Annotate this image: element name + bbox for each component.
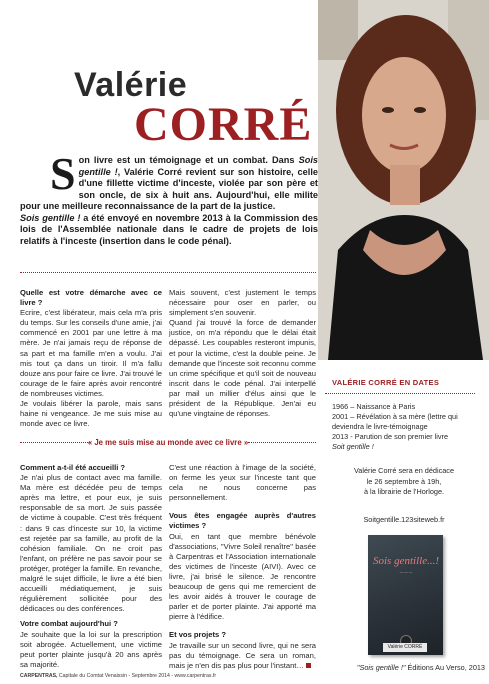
dedicace-line-2: le 26 septembre à 19h, — [366, 476, 442, 486]
column-3 — [20, 463, 162, 670]
intro-lead: on livre est un témoignage et un combat. Dans — [78, 155, 299, 165]
date-item: 2013 - Parution de son premier livre — [332, 432, 448, 441]
column-1 — [20, 288, 162, 429]
date-item-italic-text: Soit gentille ! — [332, 442, 374, 451]
dates-divider — [325, 393, 475, 394]
col2-paragraph-1: Mais souvent, c'est justement le temps nécessaire pour oser en parler, ou simplement s'en souvenir. — [169, 288, 316, 318]
dates-title: VALÉRIE CORRÉ EN DATES — [332, 378, 440, 387]
answer-demarche-1: Ecrire, c'est libérateur, mais cela m'a pris du temps. Sur les conseils d'une amie, j'ai commencé en 2001 par une lettre à ma mère. Je n'ai jamais reçu de réponse de sa part et ma famille m'en a voulu. J'ai mis tout ça dans un tiroir. Il m'a fallu douze ans pour faire ce livre. J'ai trouvé le courage de le faire après avoir rencontré de nombreuses victimes. — [20, 308, 163, 398]
col4-paragraph-1: C'est une réaction à l'image de la société, on ferme les yeux sur l'inceste tant que cela ne nous concerne pas personnellement. — [169, 463, 316, 503]
dates-list — [332, 402, 482, 452]
column-4 — [169, 463, 316, 671]
title-first-name: Valérie — [74, 66, 188, 104]
question-projets: Et vos projets ? — [169, 630, 226, 640]
caption-italic: "Sois gentille !" — [356, 663, 406, 672]
dedicace-notice — [332, 466, 476, 498]
question-accueil: Comment a-t-il été accueilli ? — [20, 463, 126, 472]
book-author: Valérie CORRÉ — [383, 643, 427, 652]
question-engagee: Vous êtes engagée auprès d'autres victimes ? — [169, 511, 316, 531]
intro-lead-italic: Sois gentille ! — [78, 155, 318, 177]
title-last-name: CORRÉ — [134, 98, 313, 151]
date-item-italic — [332, 442, 482, 452]
page-footer — [20, 673, 216, 679]
book-caption — [200, 663, 485, 672]
footer-rest: Capitale du Comtat Venaissin - Septembre 2014 - www.carpentras.fr — [57, 673, 217, 679]
intro-paragraph — [20, 148, 318, 247]
question-demarche: Quelle est votre démarche avec ce livre ? — [20, 288, 162, 308]
answer-combat: Je souhaite que la loi sur la prescription soit abrogée. Actuellement, une victime peut porter plainte jusqu'à 20 ans après sa majorité. — [20, 629, 162, 669]
caption-rest: Éditions Au Verso, 2013 — [405, 663, 485, 672]
portrait-illustration — [318, 0, 489, 360]
answer-demarche-2: Je voulais libérer la parole, mais sans haine ni vengeance. Je me suis mise au monde avec ce livre. — [20, 399, 162, 429]
book-subtitle-decoration: — — — — [399, 570, 413, 574]
answer-engagee: Oui, en tant que membre bénévole d'associations, "Vivre Soleil renaître" basée à Carpentras et l'Association internationale des victimes de l'inceste (AIVI). Avec ce livre, j'ai brisé le silence. Je rencontre beaucoup de gens qui me remercient de les avoir aidés à trouver le courage de parler et de porter plainte. J'ai apporté ma pierre à l'édifice. — [169, 531, 316, 622]
website-link[interactable]: Soitgentille.123siteweb.fr — [363, 515, 445, 524]
question-combat: Votre combat aujourd'hui ? — [20, 619, 118, 629]
footer-bold: CARPENTRAS, — [20, 673, 58, 679]
divider-dotted — [20, 272, 316, 273]
answer-accueil: Je n'ai plus de contact avec ma famille. Ma mère est décédée peu de temps après ma lettre, et pour eux, je suis responsable de sa mort. Je suis passée de victime à coupable. C'est très fréquent : dans 9 cas d'inceste sur 10, la victime est rejetée par sa famille, au profit de la cohésion familiale. On ne croit pas l'enfant, on préfère ne pas savoir pour se protéger, protéger la famille. En revanche, malgré le sujet difficile, le livre a été bien accueilli médiatiquement, je suis régulièrement sollicitée pour des dédicaces ou des conférences. — [20, 473, 162, 614]
column-2 — [169, 288, 316, 419]
pull-quote: « Je me suis mise au monde avec ce livre » — [87, 438, 249, 447]
intro-rest2: a été envoyé en novembre 2013 à la Commission des lois de l'Assemblée nationale dans le cadre de projets de lois relatifs à l'inceste (insertion dans le code pénal). — [20, 212, 318, 246]
book-title: Sois gentille...! — [373, 555, 439, 567]
dropcap: S — [50, 148, 76, 199]
col2-paragraph-2: Quand j'ai trouvé la force de demander justice, on m'a répondu que le délai était dépassé. Les coupables resteront impunis, et pour la victime, c'est la double peine. Je demande que l'inceste soit reconnu comme un crime spécifique et qu'il soit de nouveau inscrit dans le code pénal. J'ai interpellé par mail un millier d'élus ainsi que le président de la République. Jen'ai eu qu'une vingtaine de réponses. — [169, 318, 316, 419]
portrait-photo — [318, 0, 489, 360]
answer-projets-text: Je travaille sur un second livre, qui ne sera pas du témoignage. Ce sera un roman, mais je n'en dis pas plus pour l'instant… — [169, 640, 316, 670]
dedicace-line-3: à la librairie de l'Horloge. — [363, 487, 445, 496]
intro-rest1: , Valérie Corré revient sur son histoire, celle d'une fillette victime d'inceste, violée par son père et son oncle, de six à huit ans. Aujourd'hui, elle milite pour une meilleure reconnaissance de la part de la justice. — [20, 166, 318, 211]
dedicace-line-1: Valérie Corré sera en dédicace — [353, 466, 455, 475]
intro-italic2: Sois gentille ! — [20, 212, 81, 223]
date-item: 2001 – Révélation à sa mère (lettre qui deviendra le livre-témoignage — [332, 412, 458, 431]
date-item: 1966 – Naissance à Paris — [332, 402, 416, 411]
